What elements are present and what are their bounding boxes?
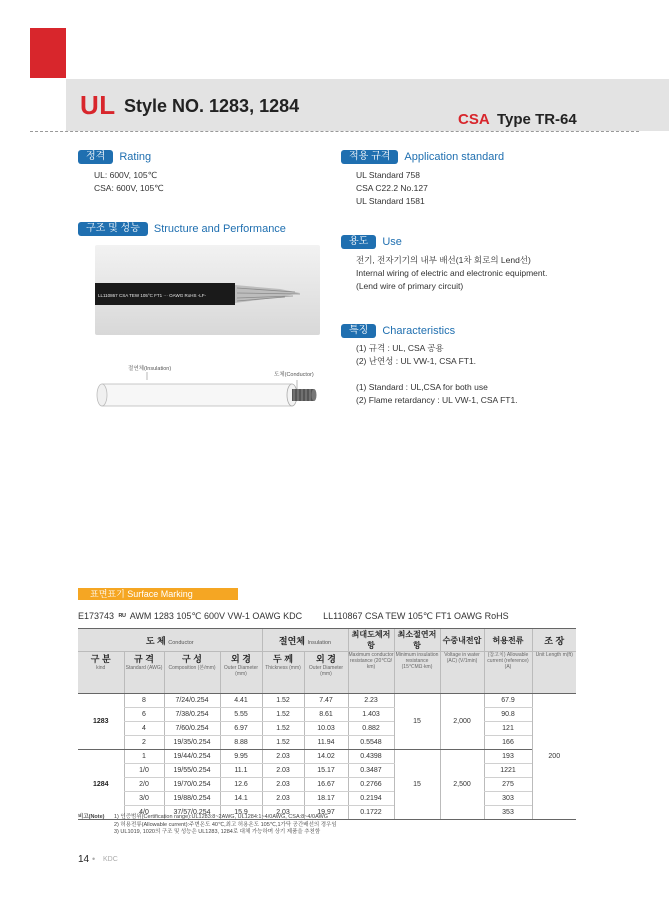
current-cell: 353 — [484, 806, 532, 820]
application-body — [356, 169, 428, 208]
characteristics-body — [356, 342, 518, 407]
kind-en: kind — [78, 665, 124, 694]
std-cell: 3/0 — [124, 792, 164, 806]
conductor-group-header: 도 체 Conductor — [78, 629, 262, 652]
unit-length-cell: 200 — [532, 694, 576, 820]
od2-cell: 18.17 — [304, 792, 348, 806]
characteristics-heading — [341, 324, 455, 338]
use-line: 전기, 전자기기의 내부 배선(1차 회로의 Lend선) — [356, 255, 531, 265]
use-tag: 용도 — [341, 235, 376, 249]
resistance-cell: 2.23 — [348, 694, 394, 708]
thickness-en: Thickness (mm) — [262, 665, 304, 694]
rating-title: Rating — [119, 151, 152, 163]
rating-tag: 정격 — [78, 150, 113, 164]
od2-cell: 14.02 — [304, 750, 348, 764]
marking-ul-text: AWM 1283 105℃ 600V VW-1 OAWG KDC — [129, 611, 303, 621]
characteristics-line — [356, 368, 518, 381]
composition-en: Composition (본/mm) — [164, 665, 220, 694]
thickness-cell: 2.03 — [262, 792, 304, 806]
red-corner-tab — [30, 28, 66, 78]
thickness-cell: 1.52 — [262, 694, 304, 708]
characteristics-line: (2) 난연성 : UL VW-1, CSA FT1. — [356, 356, 477, 366]
characteristics-title: Characteristics — [382, 325, 456, 337]
title-style-number: Style NO. 1283, 1284 — [124, 96, 300, 116]
insulation-group-header: 절연체 Insulation — [262, 629, 348, 652]
std-cell: 8 — [124, 694, 164, 708]
resistance-cell: 0.4398 — [348, 750, 394, 764]
thickness-cell: 1.52 — [262, 736, 304, 750]
thickness-cell: 2.03 — [262, 750, 304, 764]
title-csa: CSA — [458, 111, 490, 128]
page-number: 14 — [78, 854, 90, 865]
standard-header: 규 격 — [124, 652, 164, 666]
od-cell: 9.95 — [220, 750, 262, 764]
table-row — [78, 722, 576, 736]
od-cell: 15.9 — [220, 806, 262, 820]
resistance-cell: 0.5548 — [348, 736, 394, 750]
spec-table — [78, 628, 576, 820]
voltage-cell: 2,000 — [440, 694, 484, 750]
kind-cell: 1283 — [78, 694, 124, 750]
application-title: Application standard — [404, 151, 505, 163]
od2-cell: 16.67 — [304, 778, 348, 792]
resistance-cell: 0.882 — [348, 722, 394, 736]
current-cell: 303 — [484, 792, 532, 806]
current-cell: 90.8 — [484, 708, 532, 722]
comp-cell: 19/88/0.254 — [164, 792, 220, 806]
resistance-cell: 0.2194 — [348, 792, 394, 806]
cable-photo-svg — [95, 245, 320, 335]
standard-en: Standard (AWG) — [124, 665, 164, 694]
kind-header: 구 분 — [78, 652, 124, 666]
marking-csa-text: LL110867 CSA TEW 105℃ FT1 OAWG RoHS — [323, 611, 509, 621]
note-line: 3) UL1019, 1020의 구조 및 성능은 UL1283, 1284로 대체 가능하며 상기 제품을 추천함 — [114, 829, 321, 835]
od-cell: 6.97 — [220, 722, 262, 736]
title-type: Type TR-64 — [497, 111, 577, 128]
current-cell: 275 — [484, 778, 532, 792]
std-cell: 2 — [124, 736, 164, 750]
od-cell: 14.1 — [220, 792, 262, 806]
outer-diameter2-header: 외 경 — [304, 652, 348, 666]
comp-cell: 7/60/0.254 — [164, 722, 220, 736]
use-body — [356, 254, 547, 293]
comp-cell: 7/24/0.254 — [164, 694, 220, 708]
application-line: CSA C22.2 No.127 — [356, 183, 428, 193]
comp-cell: 7/38/0.254 — [164, 708, 220, 722]
table-row — [78, 736, 576, 750]
thickness-cell: 2.03 — [262, 778, 304, 792]
voltage-en: Voltage in water (AC) (V/1min) — [440, 652, 484, 694]
current-cell: 67.9 — [484, 694, 532, 708]
resistance-cell: 0.2766 — [348, 778, 394, 792]
resistance-cell: 0.3487 — [348, 764, 394, 778]
note-line: 2) 허용전류(Allowable current):주변온도 40℃,최고 허용온도 105℃,1가닥 공간배선의 경우임 — [114, 821, 337, 828]
length-en: Unit Length m(ft) — [532, 652, 576, 694]
structure-heading — [78, 222, 286, 236]
surface-marking-label: 표면표기 Surface Marking — [90, 589, 193, 599]
comp-cell: 19/55/0.254 — [164, 764, 220, 778]
notes — [78, 814, 337, 837]
max-resistance-en: Maximum conductor resistance (20℃Ω/ km) — [348, 652, 394, 694]
table-row — [78, 764, 576, 778]
std-cell: 6 — [124, 708, 164, 722]
current-cell: 166 — [484, 736, 532, 750]
thickness-header: 두 께 — [262, 652, 304, 666]
od2-cell: 15.17 — [304, 764, 348, 778]
use-line: Internal wiring of electric and electronic equipment. — [356, 268, 548, 278]
comp-cell: 19/70/0.254 — [164, 778, 220, 792]
thickness-cell: 1.52 — [262, 722, 304, 736]
structure-tag: 구조 및 성능 — [78, 222, 148, 236]
application-tag: 적용 규격 — [341, 150, 398, 164]
cable-photo — [95, 245, 320, 335]
surface-marking-text — [78, 611, 509, 622]
outer-diameter-en: Outer Diameter (mm) — [220, 665, 262, 694]
resistance-cell: 0.1722 — [348, 806, 394, 820]
composition-header: 구 성 — [164, 652, 220, 666]
od-cell: 4.41 — [220, 694, 262, 708]
insulation-cell: 15 — [394, 750, 440, 820]
notes-label: 비고(Note) — [78, 814, 105, 820]
use-title: Use — [382, 236, 402, 248]
od-cell: 8.88 — [220, 736, 262, 750]
table-row — [78, 750, 576, 764]
thickness-cell: 2.03 — [262, 764, 304, 778]
characteristics-tag: 특징 — [341, 324, 376, 338]
ur-mark-icon: ᴿᵁ — [118, 612, 126, 621]
characteristics-line: (1) 규격 : UL, CSA 공용 — [356, 343, 444, 353]
table-row — [78, 708, 576, 722]
current-cell: 121 — [484, 722, 532, 736]
characteristics-line: (2) Flame retardancy : UL VW-1, CSA FT1. — [356, 395, 518, 405]
rating-line: CSA: 600V, 105℃ — [94, 183, 164, 193]
od2-cell: 11.94 — [304, 736, 348, 750]
rating-body — [94, 169, 164, 195]
od2-cell: 10.03 — [304, 722, 348, 736]
resistance-cell: 1.403 — [348, 708, 394, 722]
table-row — [78, 694, 576, 708]
title-ul: UL — [80, 90, 116, 120]
structure-title: Structure and Performance — [153, 223, 286, 235]
current-cell: 193 — [484, 750, 532, 764]
use-line: (Lend wire of primary circuit) — [356, 281, 464, 291]
voltage-header: 수중내전압 — [440, 629, 484, 652]
header-divider — [30, 131, 639, 132]
thickness-cell: 2.03 — [262, 806, 304, 820]
characteristics-line: (1) Standard : UL,CSA for both use — [356, 382, 488, 392]
table-row — [78, 778, 576, 792]
use-heading — [341, 235, 402, 249]
std-cell: 4 — [124, 722, 164, 736]
marking-file-number: E173743 — [78, 611, 115, 621]
std-cell: 2/0 — [124, 778, 164, 792]
rating-heading — [78, 150, 151, 164]
thickness-cell: 1.52 — [262, 708, 304, 722]
current-header: 허용전류 — [484, 629, 532, 652]
std-cell: 4/0 — [124, 806, 164, 820]
min-insulation-header: 최소절연저항 — [394, 629, 440, 652]
footer-dot: • — [92, 854, 96, 864]
length-header: 조 장 — [532, 629, 576, 652]
od2-cell: 8.61 — [304, 708, 348, 722]
voltage-cell: 2,500 — [440, 750, 484, 820]
comp-cell: 37/57/0.254 — [164, 806, 220, 820]
note-line: 1) 인증범위(Certification range):UL1283:8~2AWG, UL1284:1~4/0AWG, CSA:8~4/0AWG — [114, 814, 328, 820]
comp-cell: 19/35/0.254 — [164, 736, 220, 750]
rating-line: UL: 600V, 105℃ — [94, 170, 158, 180]
insulation-label: 절연체(Insulation) — [128, 366, 172, 372]
footer-brand: KDC — [103, 856, 118, 863]
conductor-label: 도체(Conductor) — [274, 372, 314, 378]
od-cell: 12.6 — [220, 778, 262, 792]
comp-cell: 19/44/0.254 — [164, 750, 220, 764]
insulation-cell: 15 — [394, 694, 440, 750]
min-insulation-en: Minimum insulation resistance (15℃MΩ·km) — [394, 652, 440, 694]
current-cell: 1221 — [484, 764, 532, 778]
outer-diameter2-en: Outer Diameter (mm) — [304, 665, 348, 694]
od-cell: 11.1 — [220, 764, 262, 778]
std-cell: 1/0 — [124, 764, 164, 778]
od2-cell: 19.97 — [304, 806, 348, 820]
cable-print-text: LL110867 CSA TEW 105°C FT1 ··· OAWG RoHS -LF- — [98, 293, 206, 298]
std-cell: 1 — [124, 750, 164, 764]
current-en: (참고치) Allowable current (reference)(A) — [484, 652, 532, 694]
od-cell: 5.55 — [220, 708, 262, 722]
application-line: UL Standard 1581 — [356, 196, 425, 206]
max-resistance-header: 최대도체저항 — [348, 629, 394, 652]
cable-diagram — [92, 368, 322, 424]
application-heading — [341, 150, 504, 164]
application-line: UL Standard 758 — [356, 170, 420, 180]
table-row — [78, 792, 576, 806]
outer-diameter-header: 외 경 — [220, 652, 262, 666]
kind-cell: 1284 — [78, 750, 124, 820]
od2-cell: 7.47 — [304, 694, 348, 708]
